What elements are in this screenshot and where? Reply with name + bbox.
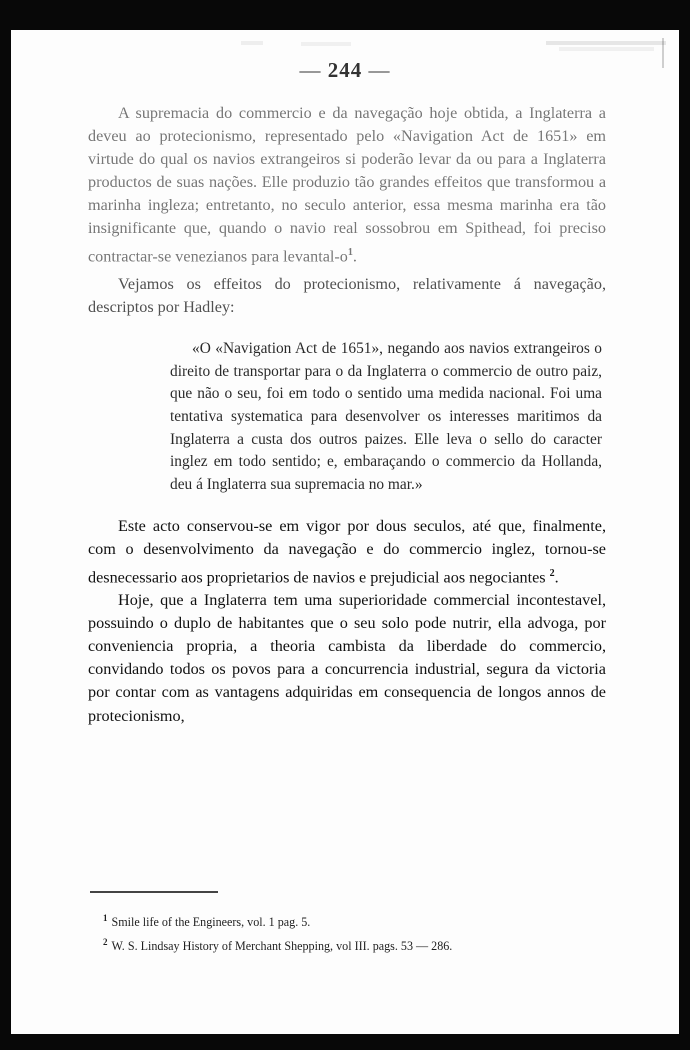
paragraph-3-text: Este acto conservou-se em vigor por dous seculos, até que, finalmente, com o desenvolvimento da navegação e do commercio inglez, tornou-se desnecessario aos proprietarios de navios e prejudicial aos negociantes (88, 517, 606, 586)
folio-dash-right: — (368, 58, 391, 82)
block-quote-text: «O «Navigation Act de 1651», negando aos navios extrangeiros o direito de transportar para o da Inglaterra o commercio de outro paiz, que não o seu, foi em todo o sentido uma medida nacional. Foi uma tentativa systematica para desenvolver os interesses maritimos da Inglaterra a custa dos outros paizes. Elle leva o sello do caracter inglez em todo sentido; e, embaraçando o commercio da Hollanda, deu á Inglaterra sua supremacia no mar.» (170, 340, 602, 493)
footnote-text: W. S. Lindsay History of Merchant Shepping, vol III. pags. 53 — 286. (111, 939, 453, 954)
paragraph-3: Este acto conservou-se em vigor por dous seculos, até que, finalmente, com o desenvolvimento da navegação e do commercio inglez, tornou-se desnecessario aos proprietarios de navios e prejudicial aos negociantes $^2$. (88, 517, 606, 586)
page-content (11, 30, 679, 1034)
footnote-reference-2: 2 (549, 567, 555, 579)
footnote-marker: 1 (103, 913, 108, 923)
footnote-item (90, 932, 610, 956)
paragraph-2: Vejamos os effeitos do protecionismo, relativamente á navegação, descriptos por Hadley: (88, 275, 606, 317)
footnote-separator-rule (90, 891, 218, 893)
footnote-marker: 2 (103, 937, 108, 948)
folio-dash-left: — (299, 58, 322, 82)
footnotes-block (90, 908, 610, 956)
page-sheet (11, 30, 679, 1034)
page-number-header (11, 58, 679, 83)
block-quote (88, 338, 606, 496)
body-text-block (88, 102, 606, 728)
paragraph-spacer (88, 496, 606, 515)
footnote-reference-1: 1 (347, 246, 353, 258)
paragraph-1-text: A supremacia do commercio e da navegação hoje obtida, a Inglaterra a deveu ao protecionismo, representado pelo «Navigation Act de 1651» em virtude do qual os navios extrangeiros si poderão levar da ou para a Inglaterra productos de suas nações. Elle produzio tão grandes effeitos que transformou a marinha ingleza; entretanto, no seculo anterior, essa mesma marinha era tão insignificante que, quando o navio real sossobrou em Spithead, foi preciso contractar-se venezianos para levantal-o (88, 104, 606, 265)
paragraph-1: A supremacia do commercio e da navegação hoje obtida, a Inglaterra a deveu ao protecionismo, representado pelo «Navigation Act de 1651» em virtude do qual os navios extrangeiros si poderão levar da ou para a Inglaterra productos de suas nações. Elle produzio tão grandes effeitos que transformou a marinha ingleza; entretanto, no seculo anterior, essa mesma marinha era tão insignificante que, quando o navio real sossobrou em Spithead, foi preciso contractar-se venezianos para levantal-o$^1$. (88, 104, 606, 265)
page-number: 244 (327, 58, 363, 82)
footnote-item (90, 908, 610, 932)
paragraph-4: Hoje, que a Inglaterra tem uma superioridade commercial incontestavel, possuindo o duplo de habitantes que o seu solo pode nutrir, ella advoga, por conveniencia propria, a theoria cambista da liberdade do commercio, convidando todos os povos para a concurrencia industrial, segura da victoria por contar com as vantagens adquiridas em consequencia de longos annos de protecionismo, (88, 591, 606, 725)
footnote-text: Smile life of the Engineers, vol. 1 pag. 5. (111, 915, 311, 930)
